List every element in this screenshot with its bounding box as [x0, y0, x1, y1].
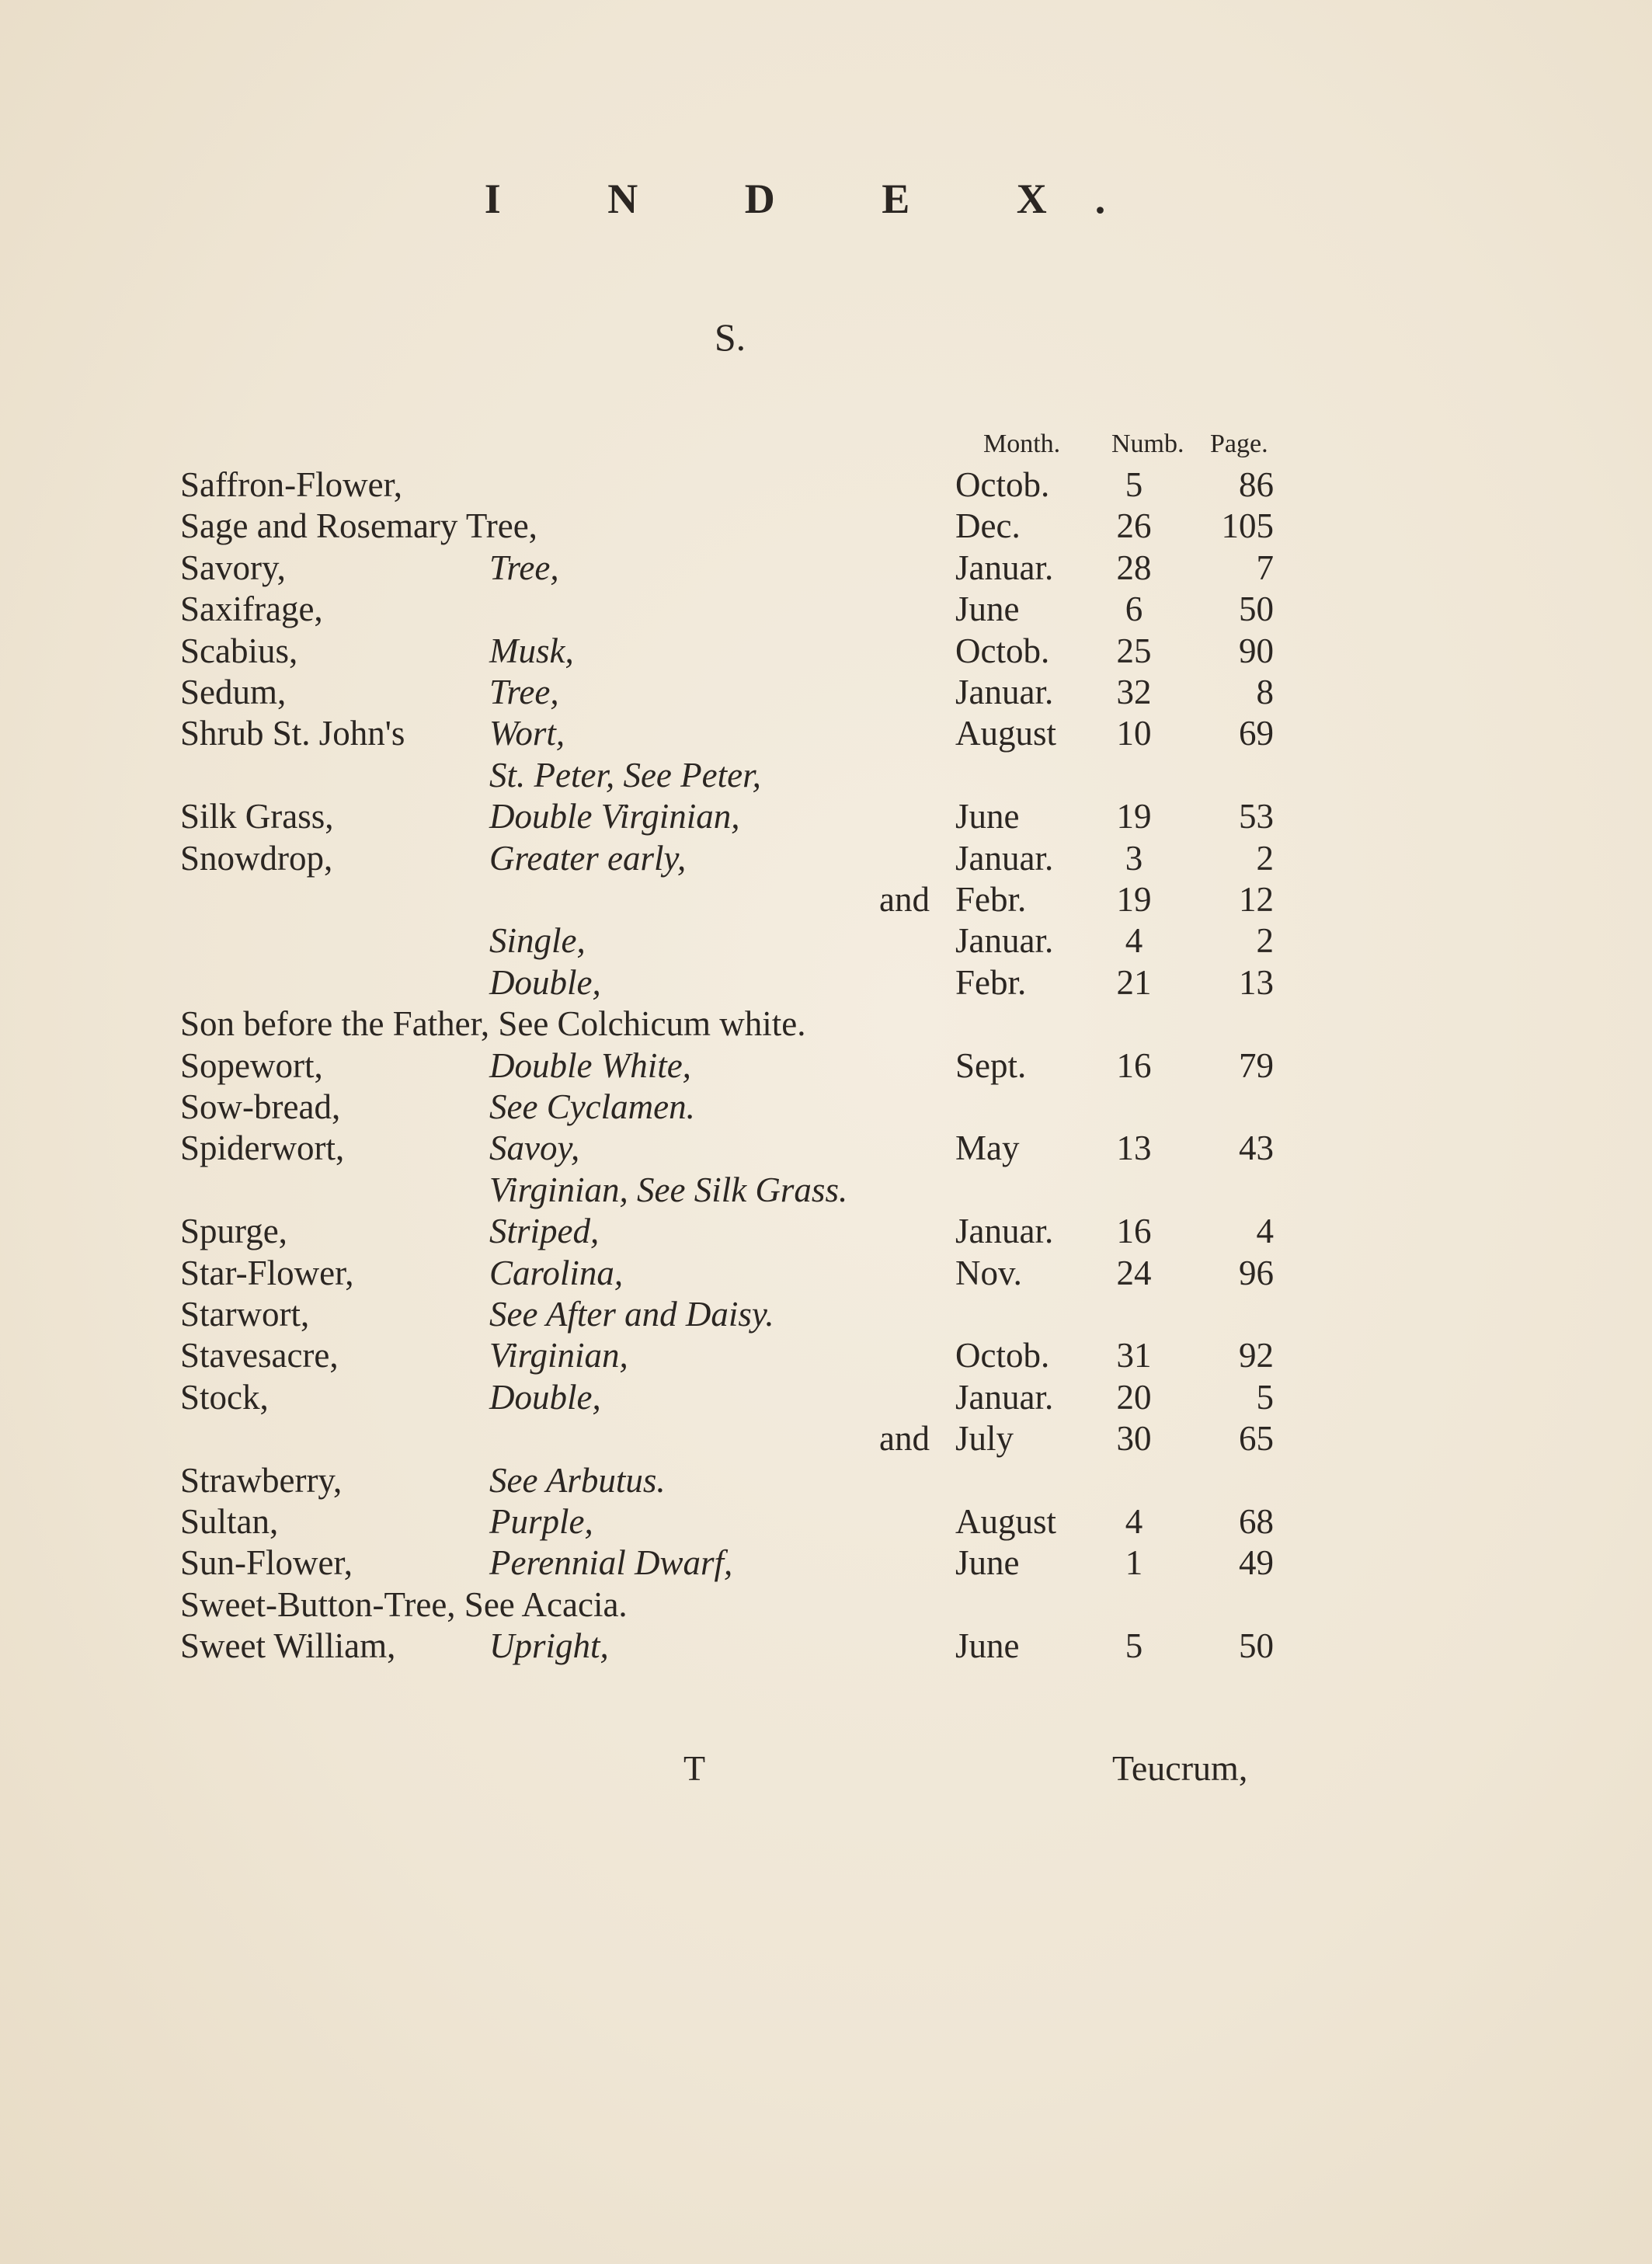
entry-number: 24 [1116, 1254, 1152, 1292]
entry-month: August [955, 1502, 1057, 1541]
entry-page: 7 [1256, 548, 1274, 587]
entry-page: 50 [1239, 589, 1274, 628]
entry-month: Januar. [955, 1378, 1054, 1417]
entry-number: 21 [1116, 963, 1152, 1002]
entry-name: Snowdrop, [180, 839, 333, 878]
entry-month: Januar. [955, 548, 1054, 587]
entry-page: 53 [1239, 797, 1274, 836]
entry-name: Silk Grass, [180, 797, 334, 836]
entry-name: Sweet-Button-Tree, See Acacia. [180, 1585, 628, 1624]
entry-page: 43 [1239, 1129, 1274, 1167]
entry-page: 8 [1256, 673, 1274, 711]
entry-name: Strawberry, [180, 1461, 343, 1500]
entry-name: Sun-Flower, [180, 1543, 353, 1582]
entry-name: Stock, [180, 1378, 269, 1417]
entry-variety: Virginian, See Silk Grass. [489, 1170, 848, 1209]
entry-number: 30 [1116, 1419, 1152, 1458]
entry-and: and [879, 1419, 930, 1458]
entry-page: 4 [1256, 1212, 1274, 1250]
signature-mark: T [683, 1748, 706, 1788]
entry-month: Octob. [955, 465, 1050, 504]
entry-name: Savory, [180, 548, 286, 587]
entry-name: Son before the Father, See Colchicum white. [180, 1004, 806, 1043]
entry-name: Sultan, [180, 1502, 279, 1541]
entry-variety: See After and Daisy. [489, 1295, 774, 1334]
entry-page: 90 [1239, 631, 1274, 670]
entry-month: Dec. [955, 506, 1021, 545]
entry-and: and [879, 880, 930, 919]
entry-month: Octob. [955, 631, 1050, 670]
entry-month: June [955, 1543, 1020, 1582]
entry-variety: See Arbutus. [489, 1461, 666, 1500]
entry-number: 1 [1125, 1543, 1143, 1582]
entry-number: 20 [1116, 1378, 1152, 1417]
entry-name: Sow-bread, [180, 1087, 341, 1126]
entry-number: 4 [1125, 1502, 1143, 1541]
entry-name: Sweet William, [180, 1626, 396, 1665]
entry-variety: Perennial Dwarf, [489, 1543, 733, 1582]
entry-name: Stavesacre, [180, 1336, 339, 1375]
entry-month: August [955, 714, 1057, 753]
page-title: I N D E X. [484, 176, 1154, 222]
entry-page: 2 [1256, 921, 1274, 960]
entry-number: 32 [1116, 673, 1152, 711]
entry-name: Sage and Rosemary Tree, [180, 506, 537, 545]
entry-name: Star-Flower, [180, 1254, 354, 1292]
entry-variety: Single, [489, 921, 586, 960]
entry-number: 28 [1116, 548, 1152, 587]
entry-page: 50 [1239, 1626, 1274, 1665]
entry-variety: St. Peter, See Peter, [489, 756, 761, 795]
entry-number: 19 [1116, 880, 1152, 919]
entry-month: May [955, 1129, 1020, 1167]
entry-variety: Double White, [489, 1046, 691, 1085]
entry-month: Febr. [955, 963, 1027, 1002]
entry-name: Saxifrage, [180, 589, 323, 628]
entry-page: 92 [1239, 1336, 1274, 1375]
entry-variety: Striped, [489, 1212, 600, 1250]
column-header-page: Page. [1210, 429, 1268, 458]
entry-month: Febr. [955, 880, 1027, 919]
entry-page: 79 [1239, 1046, 1274, 1085]
entry-number: 6 [1125, 589, 1143, 628]
entry-month: June [955, 797, 1020, 836]
entry-variety: Tree, [489, 548, 559, 587]
entry-month: Januar. [955, 1212, 1054, 1250]
entry-month: July [955, 1419, 1014, 1458]
entry-variety: Upright, [489, 1626, 609, 1665]
entry-month: June [955, 1626, 1020, 1665]
section-letter: S. [714, 315, 746, 359]
entry-number: 13 [1116, 1129, 1152, 1167]
entry-name: Spiderwort, [180, 1129, 345, 1167]
entry-variety: Musk, [489, 631, 574, 670]
entry-page: 2 [1256, 839, 1274, 878]
entry-name: Spurge, [180, 1212, 287, 1250]
entry-variety: Double Virginian, [489, 797, 740, 836]
entry-variety: Tree, [489, 673, 559, 711]
entry-page: 12 [1239, 880, 1274, 919]
entry-month: Januar. [955, 839, 1054, 878]
entry-number: 3 [1125, 839, 1143, 878]
entry-number: 5 [1125, 1626, 1143, 1665]
entry-name: Sedum, [180, 673, 287, 711]
entry-variety: Carolina, [489, 1254, 624, 1292]
entry-variety: Double, [489, 963, 601, 1002]
entry-month: June [955, 589, 1020, 628]
entry-page: 68 [1239, 1502, 1274, 1541]
entry-number: 25 [1116, 631, 1152, 670]
entry-variety: Purple, [489, 1502, 593, 1541]
entry-number: 5 [1125, 465, 1143, 504]
entry-variety: Virginian, [489, 1336, 628, 1375]
entry-number: 26 [1116, 506, 1152, 545]
entry-name: Sopewort, [180, 1046, 323, 1085]
entry-number: 16 [1116, 1046, 1152, 1085]
catchword: Teucrum, [1112, 1748, 1248, 1788]
entry-variety: Wort, [489, 714, 565, 753]
entry-month: Nov. [955, 1254, 1022, 1292]
entry-variety: Double, [489, 1378, 601, 1417]
entry-month: Januar. [955, 921, 1054, 960]
entry-name: Saffron-Flower, [180, 465, 403, 504]
entry-month: Octob. [955, 1336, 1050, 1375]
entry-page: 86 [1239, 465, 1274, 504]
entry-name: Starwort, [180, 1295, 310, 1334]
entry-month: Januar. [955, 673, 1054, 711]
entry-number: 16 [1116, 1212, 1152, 1250]
column-header-numb: Numb. [1111, 429, 1184, 458]
entry-page: 69 [1239, 714, 1274, 753]
entry-number: 31 [1116, 1336, 1152, 1375]
entry-name: Shrub St. John's [180, 714, 405, 753]
entry-number: 19 [1116, 797, 1152, 836]
entry-page: 96 [1239, 1254, 1274, 1292]
entry-variety: See Cyclamen. [489, 1087, 695, 1126]
entry-page: 105 [1221, 506, 1274, 545]
entry-page: 13 [1239, 963, 1274, 1002]
entry-number: 4 [1125, 921, 1143, 960]
column-header-month: Month. [983, 429, 1061, 458]
entry-page: 49 [1239, 1543, 1274, 1582]
entry-month: Sept. [955, 1046, 1027, 1085]
entry-page: 5 [1256, 1378, 1274, 1417]
entry-number: 10 [1116, 714, 1152, 753]
entry-variety: Savoy, [489, 1129, 580, 1167]
entry-variety: Greater early, [489, 839, 687, 878]
entry-page: 65 [1239, 1419, 1274, 1458]
entry-name: Scabius, [180, 631, 298, 670]
